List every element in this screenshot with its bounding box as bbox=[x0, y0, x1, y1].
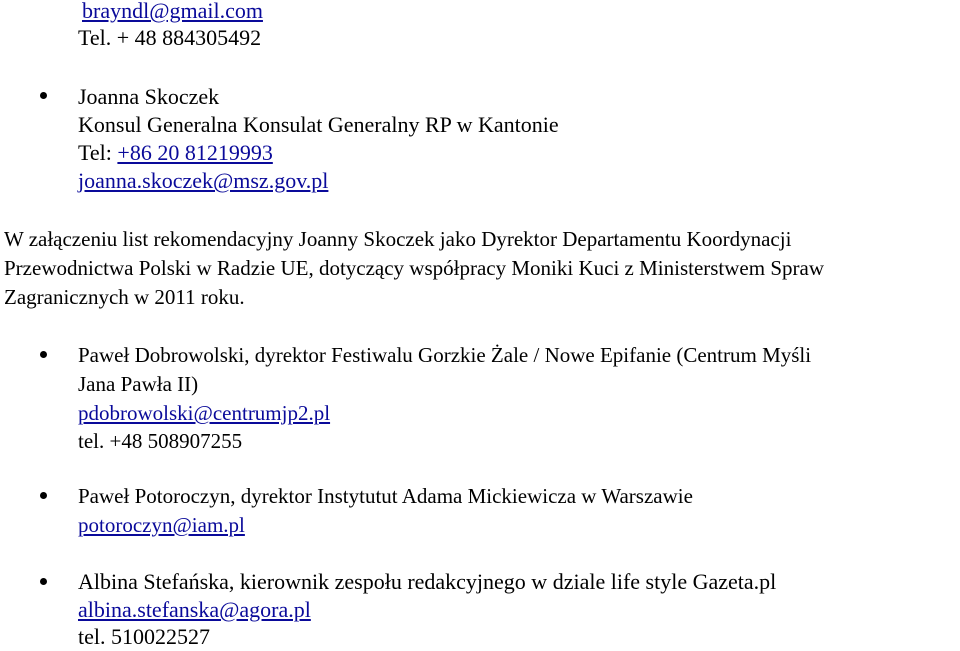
dobrowolski-email-link[interactable]: pdobrowolski@centrumjp2.pl bbox=[78, 401, 331, 425]
skoczek-phone-link[interactable]: +86 20 81219993 bbox=[117, 140, 273, 165]
paragraph-line-3: Zagranicznych w 2011 roku. bbox=[4, 285, 245, 309]
list-bullet bbox=[40, 92, 47, 99]
skoczek-email-link[interactable]: joanna.skoczek@msz.gov.pl bbox=[78, 168, 329, 193]
list-bullet bbox=[40, 578, 47, 585]
potoroczyn-line-1: Paweł Potoroczyn, dyrektor Instytutut Adama Mickiewicza w Warszawie bbox=[78, 484, 693, 508]
stefanska-email-link[interactable]: albina.stefanska@agora.pl bbox=[78, 597, 311, 622]
list-bullet bbox=[40, 351, 47, 358]
list-bullet bbox=[40, 492, 47, 499]
paragraph-line-1: W załączeniu list rekomendacyjny Joanny Skoczek jako Dyrektor Departamentu Koordynacji bbox=[4, 227, 792, 251]
stefanska-phone: tel. 510022527 bbox=[78, 624, 210, 649]
skoczek-title: Konsul Generalna Konsulat Generalny RP w Kantonie bbox=[78, 112, 559, 137]
dobrowolski-phone: tel. +48 508907255 bbox=[78, 429, 243, 453]
skoczek-name: Joanna Skoczek bbox=[78, 84, 220, 109]
dobrowolski-line-2: Jana Pawła II) bbox=[78, 372, 199, 396]
dobrowolski-line-1: Paweł Dobrowolski, dyrektor Festiwalu Gorzkie Żale / Nowe Epifanie (Centrum Myśli bbox=[78, 343, 812, 367]
skoczek-phone-line bbox=[78, 139, 273, 167]
top-email-link[interactable]: brayndl@gmail.com bbox=[82, 0, 263, 23]
top-phone: Tel. + 48 884305492 bbox=[78, 25, 262, 50]
potoroczyn-email-link[interactable]: potoroczyn@iam.pl bbox=[78, 513, 245, 537]
stefanska-line-1: Albina Stefańska, kierownik zespołu redakcyjnego w dziale life style Gazeta.pl bbox=[78, 569, 777, 594]
paragraph-line-2: Przewodnictwa Polski w Radzie UE, dotyczący współpracy Moniki Kuci z Ministerstwem Spraw bbox=[4, 256, 824, 280]
skoczek-phone-label: Tel: bbox=[78, 140, 118, 165]
